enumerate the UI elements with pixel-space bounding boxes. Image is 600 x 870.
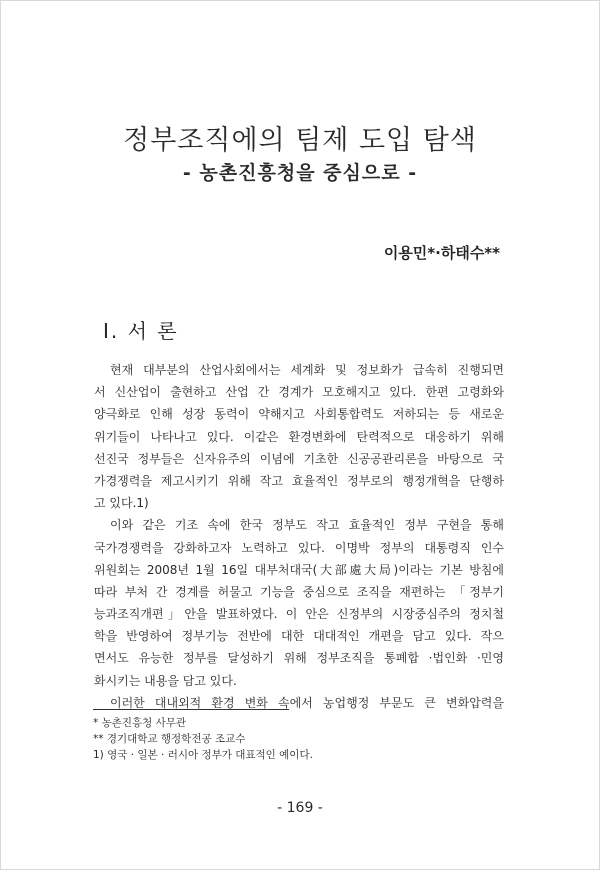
footnote: * 농촌진흥청 사무관 <box>93 717 187 729</box>
text-line: 능과조직개편」안을 발표하였다. 이 안은 신정부의 시장중심주의 정치철 <box>94 607 504 622</box>
text-line: 면서도 유능한 정부를 달성하기 위해 정부조직을 통폐합 ·법인화 ·민영 <box>94 651 504 666</box>
text-line: 학을 반영하여 정부기능 전반에 대한 대대적인 개편을 담고 있다. 작으 <box>94 629 504 644</box>
paper-subtitle: - 농촌진흥청을 중심으로 - <box>182 162 418 184</box>
author-line: 이용민*·하태수** <box>383 244 500 262</box>
text-line: 가경쟁력을 제고시키기 위해 작고 효율적인 정부로의 행정개혁을 단행하 <box>94 473 504 488</box>
text-line: 선진국 정부들은 신자유주의 이념에 기초한 신공공관리론을 바탕으로 국 <box>94 451 504 466</box>
paper-title: 정부조직에의 팀제 도입 탐색 <box>123 125 477 156</box>
footnote-divider <box>93 709 289 710</box>
page-number: - 169 - <box>277 800 323 816</box>
text-line: 서 신산업이 출현하고 산업 간 경계가 모호해지고 있다. 한편 고령화와 <box>94 385 504 400</box>
footnote: ** 경기대학교 행정학전공 조교수 <box>93 733 246 745</box>
text-line: 이러한 대내외적 환경 변화 속에서 농업행정 부문도 큰 변화압력을 <box>110 695 504 710</box>
text-line: 국가경쟁력을 강화하고자 노력하고 있다. 이명박 정부의 대통령직 인수 <box>94 540 504 555</box>
text-line: 위원회는 2008년 1월 16일 대부처대국(大部處大局)이라는 기본 방침에 <box>94 562 504 577</box>
text-line: 화시키는 내용을 담고 있다. <box>94 673 237 688</box>
footnotes <box>93 715 513 763</box>
text-line: 따라 부처 간 경계를 허물고 기능을 중심으로 조직을 재편하는 「정부기 <box>94 584 504 599</box>
text-line: 현재 대부분의 산업사회에서는 세계화 및 정보화가 급속히 진행되면 <box>110 363 504 377</box>
text-line: 고 있다.1) <box>94 496 149 511</box>
body-text <box>94 359 504 714</box>
text-line: 위기들이 나타나고 있다. 이같은 환경변화에 탄력적으로 대응하기 위해 <box>94 429 504 444</box>
text-line: 양극화로 인해 성장 동력이 약해지고 사회통합력도 저하되는 등 새로운 <box>94 407 504 422</box>
text-line: 이와 같은 기조 속에 한국 정부도 작고 효율적인 정부 구현을 통해 <box>110 518 504 533</box>
footnote: 1) 영국 · 일본 · 러시아 정부가 대표적인 예이다. <box>93 749 313 761</box>
section-heading: Ⅰ. 서 론 <box>103 319 179 343</box>
